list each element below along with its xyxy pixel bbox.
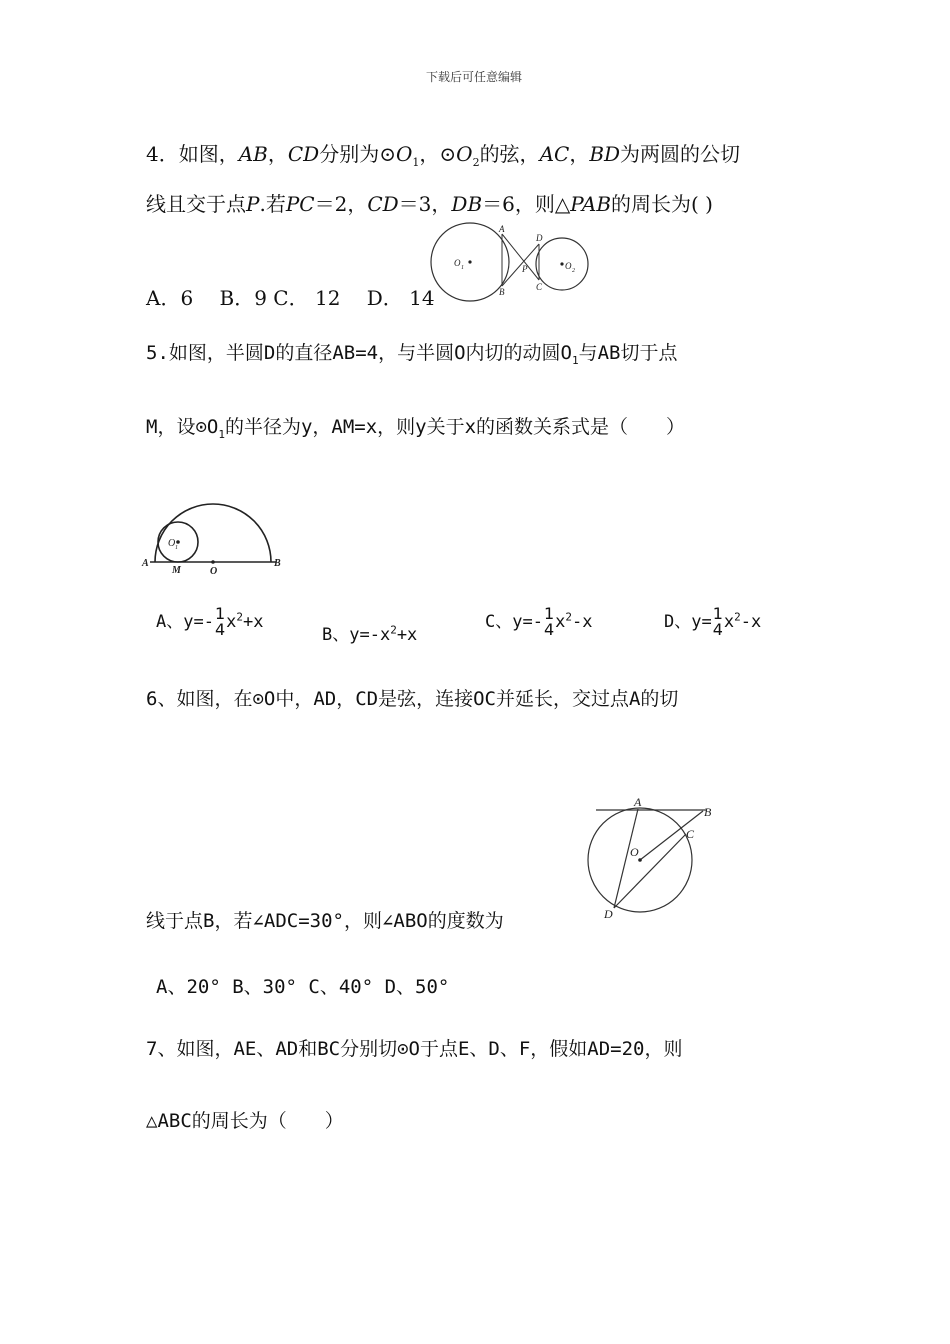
q6-figure bbox=[586, 796, 726, 926]
label-a: A bbox=[634, 795, 642, 809]
label-o2: O bbox=[565, 261, 572, 271]
label-c: C bbox=[536, 282, 543, 292]
center-o1 bbox=[468, 260, 471, 263]
label-a: A bbox=[142, 558, 149, 569]
q5-option-d: D、y= 1 4 $x^2-x$ bbox=[664, 604, 762, 639]
q5-option-b: B、$y=-x^2+x$ bbox=[322, 623, 418, 645]
center-o1 bbox=[176, 540, 180, 544]
label-o1-sub: 1 bbox=[461, 265, 464, 271]
label-b: B bbox=[704, 805, 712, 819]
label-b: B bbox=[499, 287, 505, 297]
q4-line1: 4．如图，AB，CD分别为$⊙O_1$，$⊙O_2$的弦，AC，BD为两圆的公切 bbox=[146, 142, 741, 169]
label-m: M bbox=[172, 565, 181, 576]
q5-option-a: A、y=- 1 4 $x^2+x$ bbox=[156, 604, 264, 639]
label-c: C bbox=[686, 827, 695, 841]
semicircle-o bbox=[155, 504, 271, 562]
label-d: D bbox=[604, 907, 613, 921]
label-o1-sub: 1 bbox=[175, 545, 178, 551]
q6-options: A、20° B、30° C、40° D、50° bbox=[156, 976, 450, 998]
point-o bbox=[211, 560, 215, 564]
center-o bbox=[638, 858, 642, 862]
center-o2 bbox=[560, 262, 563, 265]
page-header: 下载后可任意编辑 bbox=[426, 70, 523, 84]
label-o1: O bbox=[168, 538, 176, 549]
q7-line2: △ABC的周长为（ ） bbox=[146, 1110, 344, 1132]
label-o2-sub: 2 bbox=[572, 268, 575, 274]
chord-cd bbox=[614, 834, 686, 908]
q4-options: A．6 B．9 C． 12 D． 14 bbox=[146, 286, 435, 310]
q6-line2: 线于点B，若∠ADC=30°，则∠ABO的度数为 bbox=[146, 910, 504, 932]
q6-line1: 6、如图，在⊙O中，AD，CD是弦，连接OC并延长，交过点A的切 bbox=[146, 688, 679, 710]
label-o: O bbox=[210, 566, 218, 577]
label-d: D bbox=[536, 233, 543, 243]
label-o: O bbox=[630, 845, 639, 859]
q5-line1: 5.如图，半圆D的直径AB=4，与半圆O内切的动圆$O_1$与AB切于点 bbox=[146, 342, 678, 367]
q5-option-c: C、y=- 1 4 $x^2-x$ bbox=[485, 604, 593, 639]
label-a: A bbox=[499, 224, 505, 234]
q5-figure bbox=[140, 492, 290, 577]
label-o1: O bbox=[454, 258, 461, 268]
label-p: P bbox=[522, 264, 528, 274]
q5-line2: M，设$⊙O_1$的半径为y，AM=x，则y关于x的函数关系式是（ ） bbox=[146, 416, 686, 441]
q4-figure bbox=[428, 222, 598, 302]
q4-line2: 线且交于点P.若PC＝2，CD＝3，DB＝6，则△PAB的周长为( ) bbox=[146, 192, 713, 216]
label-b: B bbox=[274, 558, 281, 569]
q7-line1: 7、如图，AE、AD和BC分别切⊙O于点E、D、F，假如AD=20，则 bbox=[146, 1038, 683, 1060]
